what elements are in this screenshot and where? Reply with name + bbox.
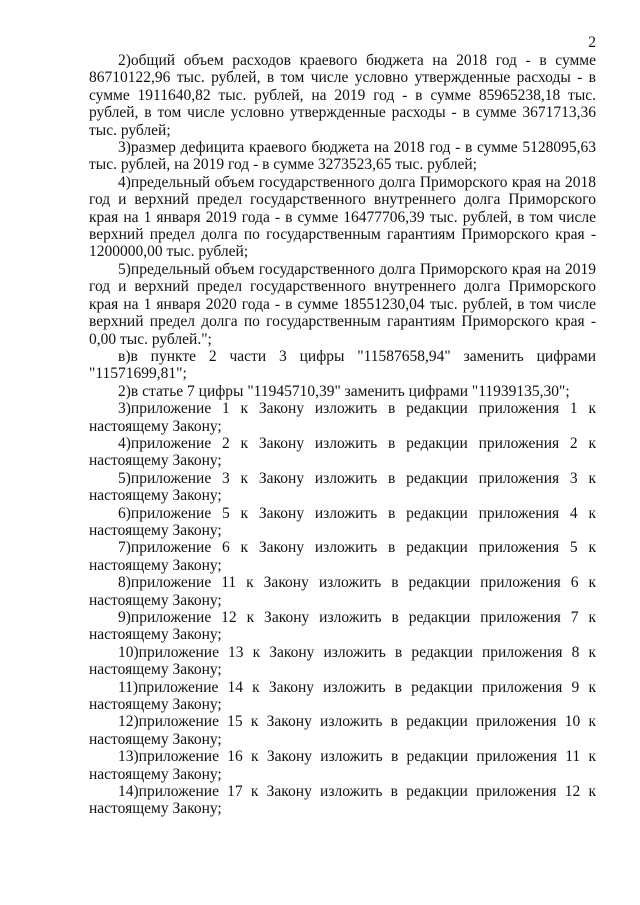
page-number: 2 — [588, 34, 596, 51]
paragraph: 3)приложение 1 к Закону изложить в редакции приложения 1 к настоящему Закону; — [89, 400, 596, 435]
paragraph: 5)приложение 3 к Закону изложить в редакции приложения 3 к настоящему Закону; — [89, 469, 596, 505]
paragraph: 4)приложение 2 к Закону изложить в редакции приложения 2 к настоящему Закону; — [89, 434, 596, 470]
paragraph: 10)приложение 13 к Закону изложить в редакции приложения 8 к настоящему Закону; — [89, 643, 596, 679]
paragraph: 14)приложение 17 к Закону изложить в редакции приложения 12 к настоящему Закону; — [89, 783, 596, 818]
paragraph: в)в пункте 2 части 3 цифры "11587658,94" заменить цифрами "11571699,81"; — [89, 347, 596, 383]
paragraph: 11)приложение 14 к Закону изложить в редакции приложения 9 к настоящему Закону; — [89, 678, 596, 714]
paragraph: 3)размер дефицита краевого бюджета на 2018 год - в сумме 5128095,63 тыс. рублей, на 2019 год - в сумме 3273523,65 тыс. рублей; — [89, 139, 596, 174]
paragraph: 2)в статье 7 цифры "11945710,39" заменить цифрами "11939135,30"; — [118, 382, 570, 400]
paragraph: 13)приложение 16 к Закону изложить в редакции приложения 11 к настоящему Закону; — [89, 748, 596, 783]
paragraph: 6)приложение 5 к Закону изложить в редакции приложения 4 к настоящему Закону; — [89, 504, 596, 539]
paragraph: 2)общий объем расходов краевого бюджета на 2018 год - в сумме 86710122,96 тыс. рублей, в том числе условно утвержденные расходы - в сумме 1911640,82 тыс. рублей, на 2019 год - в сумме 85965238,18 тыс. рублей, в том числе условно утвержденные расходы - в сумме 3671713,36 тыс. рублей; — [89, 52, 596, 139]
paragraph: 8)приложение 11 к Закону изложить в редакции приложения 6 к настоящему Закону; — [89, 574, 596, 609]
paragraph: 7)приложение 6 к Закону изложить в редакции приложения 5 к настоящему Закону; — [89, 539, 596, 574]
paragraph: 4)предельный объем государственного долга Приморского края на 2018 год и верхний предел государственного внутреннего долга Приморского края на 1 января 2019 года - в сумме 16477706,39 тыс. рублей, в том числе верхний предел долга по государственным гарантиям Приморского края - 1200000,00 тыс. рублей; — [89, 173, 596, 261]
paragraph: 12)приложение 15 к Закону изложить в редакции приложения 10 к настоящему Закону; — [89, 713, 596, 748]
paragraph: 9)приложение 12 к Закону изложить в редакции приложения 7 к настоящему Закону; — [89, 609, 596, 644]
document-body — [89, 52, 596, 818]
paragraph: 5)предельный объем государственного долга Приморского края на 2019 год и верхний предел государственного внутреннего долга Приморского края на 1 января 2020 года - в сумме 18551230,04 тыс. рублей, в том числе верхний предел долга по государственным гарантиям Приморского края - 0,00 тыс. рублей."; — [89, 260, 596, 348]
